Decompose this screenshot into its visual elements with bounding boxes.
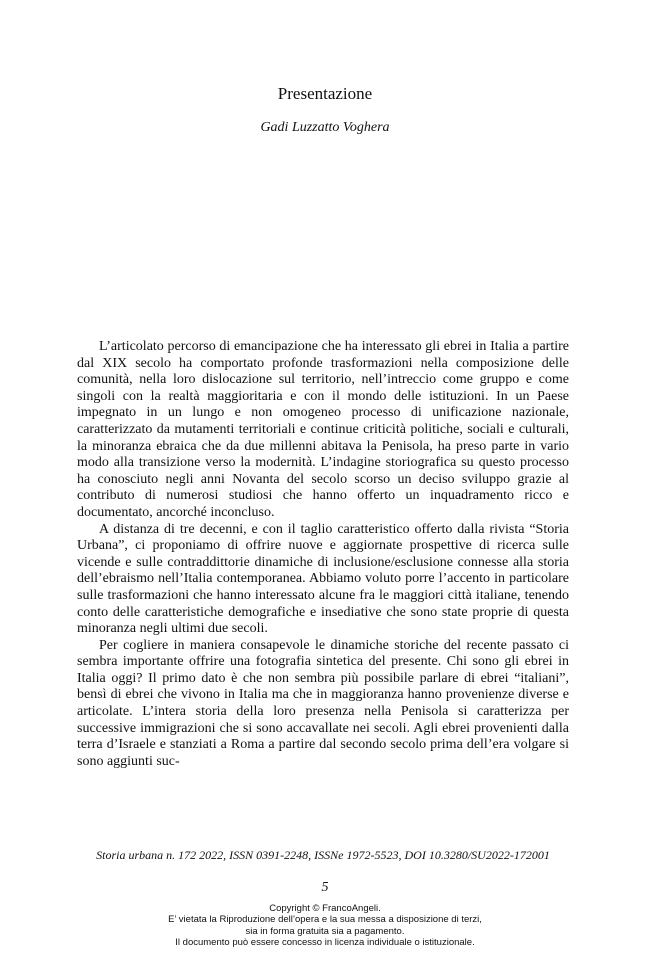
author-name: Gadi Luzzatto Voghera: [260, 120, 390, 135]
body-text: [77, 339, 569, 770]
paragraph: A distanza di tre decenni, e con il taglio caratteristico offerto dalla rivista “Storia Urbana”, ci proponiamo di offrire nuove e aggiornate prospettive di ricerca sulle vicende e sulle contraddittorie dinamiche di inclusione/esclusione connesse alla storia dell’ebraismo nell’Italia contemporanea. Abbiamo voluto porre l’accento in particolare sulle trasformazioni che hanno interessato alcune fra le maggiori città italiane, tenendo conto delle caratteristiche demografiche e insediative che sono state proprie di questa minoranza negli ultimi due secoli.: [77, 521, 569, 637]
journal-citation: Storia urbana n. 172 2022, ISSN 0391-2248, ISSNe 1972-5523, DOI 10.3280/SU2022-172001: [96, 848, 550, 862]
page-title: Presentazione: [277, 84, 373, 103]
paragraph: Per cogliere in maniera consapevole le dinamiche storiche del recente passato ci sembra importante offrire una fotografia sintetica del presente. Chi sono gli ebrei in Italia oggi? Il primo dato è che non sembra più possibile parlare di ebrei “italiani”, bensì di ebrei che vivono in Italia ma che in maggioranza hanno provenienze diverse e articolate. L’intera storia della loro presenza nella Penisola si caratterizza per successive immigrazioni che si sono accavallate nei secoli. Agli ebrei provenienti dalla terra d’Israele e stanziati a Roma a partire dal secondo secolo prima dell’era volgare si sono aggiunti suc-: [77, 637, 569, 769]
copyright-line: sia in forma gratuita sia a pagamento.: [245, 925, 405, 937]
paragraph: L’articolato percorso di emancipazione che ha interessato gli ebrei in Italia a partire dal XIX secolo ha comportato profonde trasformazioni nella composizione delle comunità, nella loro dislocazione sul territorio, nell’intreccio come gruppo e come singoli con la realtà maggioritaria e con il mondo delle istituzioni. In un Paese impegnato in un lungo e non omogeneo processo di unificazione nazionale, caratterizzato da mutamenti territoriali e continue criticità politiche, sociali e culturali, la minoranza ebraica che da due millenni abitava la Penisola, ha preso parte in vario modo alla transizione verso la modernità. L’indagine storiografica su questo processo ha conosciuto negli anni Novanta del secolo scorso un deciso sviluppo grazie al contributo di numerosi studiosi che hanno offerto un inquadramento ricco e documentato, ancorché inconcluso.: [77, 339, 569, 520]
copyright-notice: [0, 903, 650, 948]
copyright-line: Copyright © FrancoAngeli.: [269, 903, 381, 914]
copyright-line: Il documento può essere concesso in licenza individuale o istituzionale.: [175, 936, 475, 948]
page-number: 5: [321, 880, 329, 895]
copyright-line: E’ vietata la Riproduzione dell’opera e la sua messa a disposizione di terzi,: [168, 914, 482, 926]
